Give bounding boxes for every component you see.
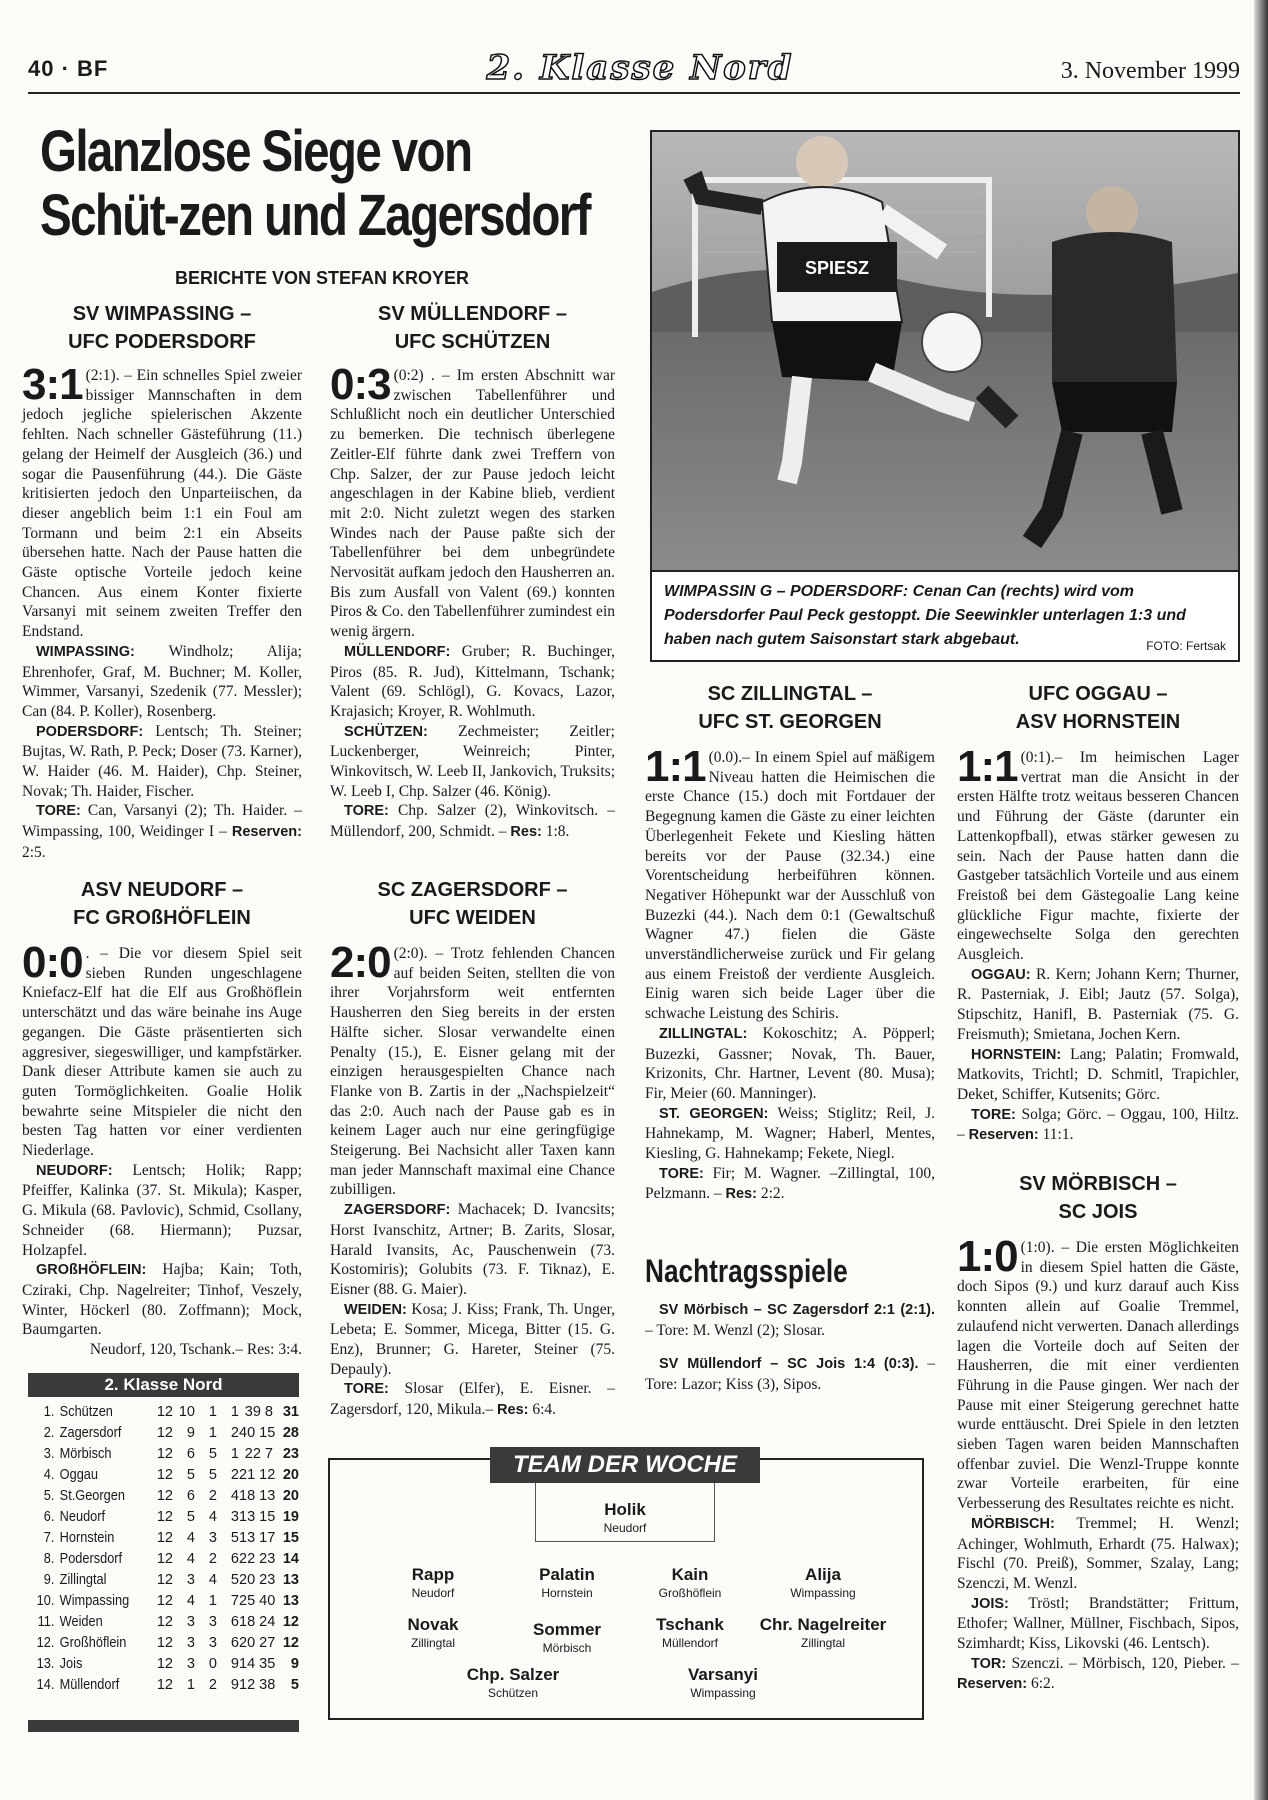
wins: 3 <box>186 1614 195 1630</box>
draws: 1 <box>208 1425 217 1441</box>
lineup: Lentsch; Th. Steiner; Bujtas, W. Rath, P. Peck; Doser (73. Karner), W. Haider (46. M. Haider), Chp. Steiner, Novak; Th. Haider, Fischer. <box>22 722 302 800</box>
team-name <box>28 1465 136 1486</box>
report-text: (2:1). – Ein schnelles Spiel zweier bissiger Mannschaften in dem jedoch jegliche spielerischen Akzente fehlten. Nach schneller Gästeführung (11.) gelang der Heimelf der Ausgleich (36.) und sogar die Pausenführung (44.). Die Gäste kritisierten jedoch den Unparteiischen, da dieser angeblich beim 1:1 ein Foul am Tormann und beim 2:1 ein Abseits übersehen hatte. Nach der Pause hatten die Gäste optische Vorteile jedoch keine Chancen. Aus einem Konter fixierte Varsanyi mit seinem zweiten Treffer den Endstand. <box>22 367 302 641</box>
losses: 6 <box>230 1551 239 1567</box>
team-label: ZAGERSDORF: <box>344 1202 451 1219</box>
team-label: HORNSTEIN: <box>971 1046 1062 1063</box>
score: 0:0 <box>22 938 83 987</box>
rank: 1. <box>43 1404 55 1420</box>
score: 0:3 <box>330 360 391 409</box>
team-name <box>28 1654 136 1675</box>
player-name: Palatin <box>539 1565 595 1584</box>
rank: 4. <box>43 1467 55 1483</box>
player-card <box>615 1565 765 1601</box>
goals-label: TORE: <box>971 1106 1016 1123</box>
lineup: Lentsch; Holik; Rapp; Pfeiffer, Kalinka (37. St. Mikula); Kasper, G. Mikula (68. Pavlovic), Schmid, Csollany, Schneider (68. Hiermann); Puzsar, Holzapfel. <box>22 1161 302 1259</box>
goal-ratio: 39 8 <box>244 1404 273 1420</box>
page-number: 40 · BF <box>28 56 109 81</box>
draws: 5 <box>208 1446 217 1462</box>
rank: 6. <box>43 1509 55 1525</box>
goal-ratio: 40 15 <box>239 1425 276 1441</box>
points: 31 <box>282 1404 299 1420</box>
lineup: R. Kern; Johann Kern; Thurner, R. Pasterniak, J. Eibl; Jautz (57. Solga), Stipschitz, Hanifl, B. Pasterniak (75. G. Freismuth); Smietana, Jochen Kern. <box>957 965 1239 1043</box>
team-of-the-week-title: TEAM DER WOCHE <box>490 1447 760 1483</box>
team-label: GROßHÖFLEIN: <box>36 1262 147 1279</box>
team-label: JOIS: <box>971 1595 1009 1612</box>
rank: 13. <box>36 1656 55 1672</box>
wins: 3 <box>186 1635 195 1651</box>
team-label: OGGAU: <box>971 966 1031 983</box>
goals: Szenczi. – Mörbisch, 120, Pieber. – <box>1006 1654 1239 1672</box>
lineup: Tremmel; H. Wenzl; Achinger, Wohlmuth, Erhardt (75. Halwax); Fischl (70. Preiß), Sommer, Szalay, Lang; Szenczi, M. Wenzl. <box>957 1514 1239 1592</box>
player-club: Zillingtal <box>800 1636 845 1650</box>
wins: 6 <box>186 1488 195 1504</box>
lineup: Zechmeister; Zeitler; Luckenberger, Weinreich; Pinter, Winkovitsch, W. Leeb II, Jankovich, Truksits; W. Leeb I, Chp. Salzer (46. König). <box>330 722 615 800</box>
team-name <box>28 1633 136 1654</box>
report-title: SC ZILLINGTAL – UFC ST. GEORGEN <box>698 683 882 733</box>
team-name <box>28 1486 136 1507</box>
team: Zillingtal <box>59 1572 107 1588</box>
losses: 3 <box>230 1509 239 1525</box>
goals-label: TOR: <box>971 1655 1007 1672</box>
report-text: (0:2) . – Im ersten Abschnitt war zwischen Tabellenführer und Schlußlicht noch ein deutlicher Unterschied zu bemerken. Die technisch überlegene Zeitler-Elf führte dank zwei Treffern von Chp. Salzer, der zur Pause jedoch leicht angeschlagen in der Kabine blieb, verdient mit 2:0. Nicht zuletzt wegen des starken Windes nach der Pause paßte sich der Tabellenführer bei dem unbegründete Nervosität aufkam jedoch den Hausherren an. Bis zum Ausfall von Valent (69.) konnten Piros & Co. den Tabellenführer zumindest ein wenig ärgern. <box>330 367 615 641</box>
wins: 9 <box>186 1425 195 1441</box>
team-label: MÖRBISCH: <box>971 1515 1055 1532</box>
draws: 3 <box>208 1635 217 1651</box>
table-row <box>28 1444 299 1465</box>
player-club: Mörbisch <box>542 1641 592 1655</box>
goal-ratio: 22 7 <box>244 1446 273 1462</box>
team-name <box>28 1507 136 1528</box>
points: 9 <box>290 1656 299 1672</box>
losses: 1 <box>230 1404 239 1420</box>
team: St.Georgen <box>59 1488 125 1504</box>
reserves-label: Reserven: <box>231 824 302 841</box>
player-card <box>748 1615 898 1651</box>
team-label: MÜLLENDORF: <box>344 643 451 660</box>
points: 14 <box>282 1551 299 1567</box>
wins: 5 <box>186 1509 195 1525</box>
lineup: Machacek; D. Ivancsits; Horst Ivanschitz, Artner; B. Zarits, Slosar, Harald Ivansits, Ac, Pauschenwein (73. Kostomiris); Golubits (73. F. Tiknaz), E. Eisner (88. G. Maier). <box>330 1201 615 1298</box>
score: 2:0 <box>330 938 391 987</box>
wins: 4 <box>186 1551 195 1567</box>
rank: 12. <box>36 1635 55 1651</box>
player-club: Großhöflein <box>658 1586 722 1600</box>
goal-ratio: 13 15 <box>239 1509 276 1525</box>
report-text: (2:0). – Trotz fehlenden Chancen auf beiden Seiten, stellten die von ihrer Vorjahrsform weit entfernten Hausherren den Sieg bereits in der ersten Hälfte sicher. Slosar verwandelte einen Penalty (15.), E. Eisner gelang mit der einzigen herausgespielten Chance nach Flanke von B. Zartis in der „Nachspielzeit“ das 2:0. Auch nach der Pause gab es in keinem Lager auch nur eine geringfügige Steigerung. Bei Nachsicht aller Taxen kann man jeder Mannschaft maximal eine Chance zubilligen. <box>330 945 615 1199</box>
games-played: 12 <box>156 1635 173 1651</box>
team: Neudorf <box>59 1509 106 1525</box>
player-card <box>615 1615 765 1651</box>
team-name <box>28 1528 136 1549</box>
team-label: NEUDORF: <box>36 1162 113 1179</box>
team: Wimpassing <box>59 1593 130 1609</box>
score: 3:1 <box>22 360 83 409</box>
losses: 6 <box>230 1635 239 1651</box>
games-played: 12 <box>156 1446 173 1462</box>
player-club: Hornstein <box>541 1586 593 1600</box>
report-moerbisch <box>957 1170 1239 1695</box>
table-row <box>28 1654 299 1675</box>
player-club: Wimpassing <box>690 1686 756 1700</box>
table-row <box>28 1465 299 1486</box>
reserves: 2:5. <box>22 843 46 861</box>
table-row <box>28 1633 299 1654</box>
issue-date: 3. November 1999 <box>1060 58 1240 84</box>
rank: 2. <box>43 1425 55 1441</box>
report-title: SV MÜLLENDORF – UFC SCHÜTZEN <box>378 303 567 353</box>
table-row <box>28 1591 299 1612</box>
draws: 2 <box>208 1677 217 1693</box>
player-name: Chr. Nagelreiter <box>759 1615 887 1634</box>
points: 5 <box>290 1677 299 1693</box>
player-name: Holik <box>604 1500 646 1519</box>
losses: 5 <box>230 1530 239 1546</box>
lineup: Lang; Palatin; Fromwald, Matkovits, Trichtl; D. Schmitl, Trapichler, Deket, Schiffer, Kutsenits; Görc. <box>957 1045 1239 1103</box>
points: 12 <box>282 1614 299 1630</box>
player-name: Sommer <box>532 1620 602 1639</box>
team-label: PODERSDORF: <box>36 723 144 740</box>
report-muellendorf <box>330 300 615 843</box>
wins: 4 <box>186 1530 195 1546</box>
standings-table <box>28 1402 299 1696</box>
report-zagersdorf <box>330 876 615 1421</box>
goal-ratio: 21 12 <box>239 1467 276 1483</box>
rank: 9. <box>43 1572 55 1588</box>
rank: 7. <box>43 1530 55 1546</box>
games-played: 12 <box>156 1677 173 1693</box>
report-wimpassing <box>22 300 302 863</box>
points: 28 <box>282 1425 299 1441</box>
games-played: 12 <box>156 1530 173 1546</box>
table-row <box>28 1507 299 1528</box>
losses: 4 <box>230 1488 239 1504</box>
wins: 3 <box>186 1572 195 1588</box>
goal-ratio: 12 38 <box>239 1677 276 1693</box>
reserves: 11:1. <box>1038 1126 1074 1144</box>
match-info: Neudorf, 120, Tschank.– Res: 3:4. <box>89 1341 302 1359</box>
goal-ratio: 22 23 <box>239 1551 276 1567</box>
team-name <box>28 1549 136 1570</box>
report-title: SV WIMPASSING – UFC PODERSDORF <box>68 303 256 353</box>
reserves: 6:4. <box>528 1401 557 1419</box>
team: Weiden <box>59 1614 103 1630</box>
player-name: Varsanyi <box>688 1665 758 1684</box>
games-played: 12 <box>156 1614 173 1630</box>
player-club: Müllendorf <box>661 1636 719 1650</box>
goal-ratio: 18 24 <box>239 1614 276 1630</box>
report-title: SV MÖRBISCH – SC JOIS <box>1019 1173 1177 1223</box>
reserves-label: Res: <box>497 1402 529 1419</box>
lineup: Weiss; Stiglitz; Reil, J. Hahnekamp, M. Wagner; Haberl, Mentes, Kiesling, G. Hahnekamp; Fekete, Niegl. <box>645 1104 935 1163</box>
team: Oggau <box>59 1467 99 1483</box>
team-name <box>28 1612 136 1633</box>
player-name: Novak <box>407 1615 459 1634</box>
draws: 2 <box>208 1488 217 1504</box>
losses: 1 <box>230 1446 239 1462</box>
reserves-label: Reserven: <box>968 1127 1039 1144</box>
losses: 5 <box>230 1572 239 1588</box>
report-text: (0.0).– In einem Spiel auf mäßigem Niveau hatten die Heimischen die erste Chance (15.) doch mit Fortdauer der Begegnung kamen die Gäste zu einer leichten Überlegenheit Fekete und Kiesling hätten bereits vor der Pause (32.34.) eine Vorentscheidung herbeiführen können. Negativer Höhepunkt war der Ausschluß von Buzezki (44.). Nach dem 0:1 (Gewaltschuß Wagner 47.) fielen die Gäste unverständlicherweise zurück und Fir gelang aus einem Freistoß der verdiente Ausgleich. Einig waren sich beide Lager über die schwache Leistung des Schiris. <box>645 749 935 1023</box>
player-name: Tschank <box>656 1615 724 1634</box>
losses: 9 <box>230 1656 239 1672</box>
goals-label: TORE: <box>659 1165 704 1182</box>
table-row <box>28 1612 299 1633</box>
team-name <box>28 1444 136 1465</box>
report-title: SC ZAGERSDORF – UFC WEIDEN <box>377 879 568 929</box>
lineup: Kosa; J. Kiss; Frank, Th. Unger, Lebeta; E. Sommer, Micega, Bitter (15. G. Enz), Brunner; G. Hareter, Steiner (75. Depauly). <box>330 1300 615 1378</box>
player-club: Neudorf <box>411 1586 455 1600</box>
rank: 10. <box>36 1593 55 1609</box>
table-row <box>28 1570 299 1591</box>
player-name: Alija <box>805 1565 841 1584</box>
score: 1:0 <box>957 1232 1018 1281</box>
player-card <box>748 1565 898 1601</box>
rank: 8. <box>43 1551 55 1567</box>
header-rule <box>28 92 1240 94</box>
lineup: Tröstl; Brandstätter; Frittum, Ethofer; Wallner, Müllner, Fischbach, Sipos, Szimhardt; Kiss, Likovski (46. Lentsch). <box>957 1594 1239 1653</box>
team: Mörbisch <box>59 1446 112 1462</box>
player-name: Kain <box>671 1565 709 1584</box>
wins: 4 <box>186 1593 195 1609</box>
goal-ratio: 13 17 <box>239 1530 276 1546</box>
reserves-label: Reserven: <box>957 1676 1028 1693</box>
makeup-goals: – Tore: Lazor; Kiss (3), Sipos. <box>645 1355 936 1394</box>
report-text: . – Die vor diesem Spiel seit sieben Runden ungeschlagene Kniefacz-Elf hat die Elf aus Großhöflein unterschätzt und das wäre beinahe ins Auge gegangen. Die Gäste präsentierten sich aggresiver, siegeswilliger, und kampfstärker. Dank dieser Attribute kamen sie auch zu guten Tormöglichkeiten. Goalie Holik bewahrte seine Mitspieler die nicht den besten Tag hatten vor einer verdienten Niederlage. <box>22 945 302 1160</box>
games-played: 12 <box>156 1467 173 1483</box>
reserves: 1:8. <box>541 823 570 841</box>
reserves-label: Res: <box>725 1186 757 1203</box>
goal-ratio: 14 35 <box>239 1656 276 1672</box>
makeup-goals: – Tore: M. Wenzl (2); Slosar. <box>645 1321 826 1339</box>
rank: 3. <box>43 1446 55 1462</box>
goals-label: TORE: <box>344 1381 389 1398</box>
table-row <box>28 1549 299 1570</box>
report-neudorf <box>22 876 302 1360</box>
goal-ratio: 20 23 <box>239 1572 276 1588</box>
losses: 9 <box>230 1677 239 1693</box>
rank: 14. <box>36 1677 55 1693</box>
team: Zagersdorf <box>59 1425 122 1441</box>
wins: 5 <box>186 1467 195 1483</box>
goals: Fir; M. Wagner. –Zillingtal, 100, Pelzmann. – <box>645 1164 935 1203</box>
points: 13 <box>282 1593 299 1609</box>
team: Hornstein <box>59 1530 115 1546</box>
team-label: WIMPASSING: <box>36 643 135 660</box>
player-club: Neudorf <box>603 1521 647 1535</box>
draws: 5 <box>208 1467 217 1483</box>
goal-ratio: 20 27 <box>239 1635 276 1651</box>
score: 1:1 <box>645 742 706 791</box>
player-club: Zillingtal <box>410 1636 455 1650</box>
losses: 6 <box>230 1614 239 1630</box>
table-row <box>28 1528 299 1549</box>
team-label: WEIDEN: <box>344 1301 407 1318</box>
player-name: Rapp <box>411 1565 455 1584</box>
caption-text: WIMPASSIN G – PODERSDORF: Cenan Can (rechts) wird vom Podersdorfer Paul Peck gestoppt. Die Seewinkler unterlagen 1:3 und haben nach gutem Saisonstart stark abgebaut. <box>664 583 1186 648</box>
reserves: 6:2. <box>1027 1675 1055 1693</box>
draws: 4 <box>208 1509 217 1525</box>
makeup-games-title: Nachtragsspiele <box>645 1253 848 1289</box>
draws: 1 <box>208 1404 217 1420</box>
player-card <box>358 1615 508 1651</box>
goals: Solga; Görc. – Oggau, 100, Hiltz. – <box>957 1105 1239 1144</box>
lineup: Kokoschitz; A. Pöpperl; Buzezki, Gassner; Novak, Th. Bauer, Krizonits, Chr. Hartner, Levent (80. Musa); Fir, Meier (60. Manninger). <box>645 1024 935 1102</box>
draws: 3 <box>208 1614 217 1630</box>
makeup-game: SV Müllendorf – SC Jois 1:4 (0:3). <box>659 1356 919 1373</box>
photo-caption <box>650 572 1240 662</box>
draws: 4 <box>208 1572 217 1588</box>
player-card <box>648 1665 798 1701</box>
team: Jois <box>59 1656 83 1672</box>
standings-title: 2. Klasse Nord <box>28 1373 299 1397</box>
team: Schützen <box>59 1404 113 1420</box>
match-photo <box>650 130 1240 572</box>
goal-ratio: 18 13 <box>239 1488 276 1504</box>
losses: 2 <box>230 1425 239 1441</box>
team: Müllendorf <box>59 1677 120 1693</box>
reserves-label: Res: <box>510 824 542 841</box>
draws: 1 <box>208 1593 217 1609</box>
headline: Glanzlose Siege von Schüt-zen und Zagersdorf <box>40 119 590 248</box>
team-label: ZILLINGTAL: <box>659 1025 748 1042</box>
points: 19 <box>282 1509 299 1525</box>
report-oggau <box>957 680 1239 1146</box>
player-name: Chp. Salzer <box>466 1665 560 1684</box>
goals: Slosar (Elfer), E. Eisner. – Zagersdorf, 120, Mikula.– <box>330 1380 615 1419</box>
games-played: 12 <box>156 1572 173 1588</box>
team-name <box>28 1591 136 1612</box>
goals-label: TORE: <box>36 803 81 820</box>
player-card <box>358 1565 508 1601</box>
games-played: 12 <box>156 1509 173 1525</box>
wins: 6 <box>186 1446 195 1462</box>
draws: 2 <box>208 1551 217 1567</box>
team-name <box>28 1402 136 1423</box>
report-title: UFC OGGAU – ASV HORNSTEIN <box>1015 683 1181 733</box>
points: 20 <box>282 1467 299 1483</box>
report-text: (1:0). – Die ersten Möglichkeiten in diesem Spiel hatten die Gäste, doch Sipos (9.) und kurz darauf auch Kiss konnten allein auf Goalie Tremmel, zulaufend nicht verwerten. Danach allerdings lagen die Vorteile doch auf Seiten der Hausherren, die mit einer verdienten Führung in die Pause gingen. Wer nach der Pause mit einer Steigerung gerechnet hatte wurde enttäuscht. Drei Spiele in den letzten sieben Tagen waren beiden Mannschaften offenbar zuviel. Die Wenzl-Truppe konnte zwar Vorteile erarbeiten, für eine Verbesserung des Resultates reichte es nicht. <box>957 1239 1239 1513</box>
table-row <box>28 1675 299 1696</box>
reserves: 2:2. <box>756 1185 785 1203</box>
goal-ratio: 25 40 <box>239 1593 276 1609</box>
report-text: (0:1).– Im heimischen Lager vertrat man die Ansicht in der ersten Hälfte trotz weitaus besseren Chancen und Führung der Gäste (darunter ein Lattenkopfball), etwas stärker gewesen zu sein. Nach der Pause hatten dann die Gastgeber tatsächlich Vorteile und aus einem Freistoß bei dem Gästegoalie Lang keine glückliche Figur machte, fixierte der eingewechselte Solga den gerechten Ausgleich. <box>957 749 1239 964</box>
team-label: ST. GEORGEN: <box>659 1105 769 1122</box>
goals-label: TORE: <box>344 803 389 820</box>
games-played: 12 <box>156 1488 173 1504</box>
player-club: Wimpassing <box>790 1586 856 1600</box>
page-edge-shadow <box>1254 0 1268 1800</box>
table-row <box>28 1486 299 1507</box>
lineup: Windholz; Alija; Ehrenhofer, Graf, M. Buchner; M. Koller, Wimmer, Varsanyi, Szedenik (77. Messler); Can (84. P. Koller), Rosenberg. <box>22 642 302 720</box>
team-name <box>28 1675 136 1696</box>
match-photo-illustration <box>652 132 1240 572</box>
losses: 7 <box>230 1593 239 1609</box>
goals: Can, Varsanyi (2); Th. Haider. – Wimpassing, 100, Weidinger I – <box>22 802 302 841</box>
report-zillingtal <box>645 680 935 1205</box>
section-title: 2. Klasse Nord <box>486 48 794 88</box>
score: 1:1 <box>957 742 1018 791</box>
lineup: Hajba; Kain; Toth, Cziraki, Chp. Nagelreiter; Tinhof, Veszely, Winter, Höckerl (80. Zoffmann); Mock, Baumgarten. <box>22 1261 302 1339</box>
team: Großhöflein <box>59 1635 127 1651</box>
photo-credit: FOTO: Fertsak <box>1146 639 1226 653</box>
makeup-game: SV Mörbisch – SC Zagersdorf 2:1 (2:1). <box>659 1302 935 1318</box>
games-played: 12 <box>156 1404 173 1420</box>
table-row <box>28 1402 299 1423</box>
wins: 3 <box>186 1656 195 1672</box>
player-club: Schützen <box>487 1686 539 1700</box>
wins: 1 <box>186 1677 195 1693</box>
standings-footer-bar <box>28 1720 299 1732</box>
points: 15 <box>282 1530 299 1546</box>
points: 23 <box>282 1446 299 1462</box>
points: 12 <box>282 1635 299 1651</box>
points: 20 <box>282 1488 299 1504</box>
team-name <box>28 1423 136 1444</box>
wins: 10 <box>178 1404 195 1420</box>
games-played: 12 <box>156 1656 173 1672</box>
makeup-games <box>645 1300 935 1395</box>
draws: 0 <box>208 1656 217 1672</box>
rank: 5. <box>43 1488 55 1504</box>
goals: Chp. Salzer (2), Winkovitsch. – Müllendorf, 200, Schmidt. – <box>330 802 615 841</box>
shirt-sponsor-text: SPIESZ <box>804 258 870 278</box>
player-card <box>438 1665 588 1701</box>
rank: 11. <box>37 1614 55 1630</box>
player-card <box>550 1500 700 1536</box>
team-label: SCHÜTZEN: <box>344 723 428 740</box>
table-row <box>28 1423 299 1444</box>
byline: BERICHTE VON STEFAN KROYER <box>175 268 470 288</box>
team-name <box>28 1570 136 1591</box>
team: Podersdorf <box>59 1551 123 1567</box>
lineup: Gruber; R. Buchinger, Piros (85. R. Jud), Kittelmann, Tschank; Valent (69. Schlögl), G. Kovacs, Lazor, Krajasich; Kroyer, R. Wohlmuth. <box>330 642 615 720</box>
points: 13 <box>282 1572 299 1588</box>
games-played: 12 <box>156 1551 173 1567</box>
games-played: 12 <box>156 1593 173 1609</box>
games-played: 12 <box>156 1425 173 1441</box>
losses: 2 <box>230 1467 239 1483</box>
draws: 3 <box>208 1530 217 1546</box>
report-title: ASV NEUDORF – FC GROßHÖFLEIN <box>73 879 251 929</box>
